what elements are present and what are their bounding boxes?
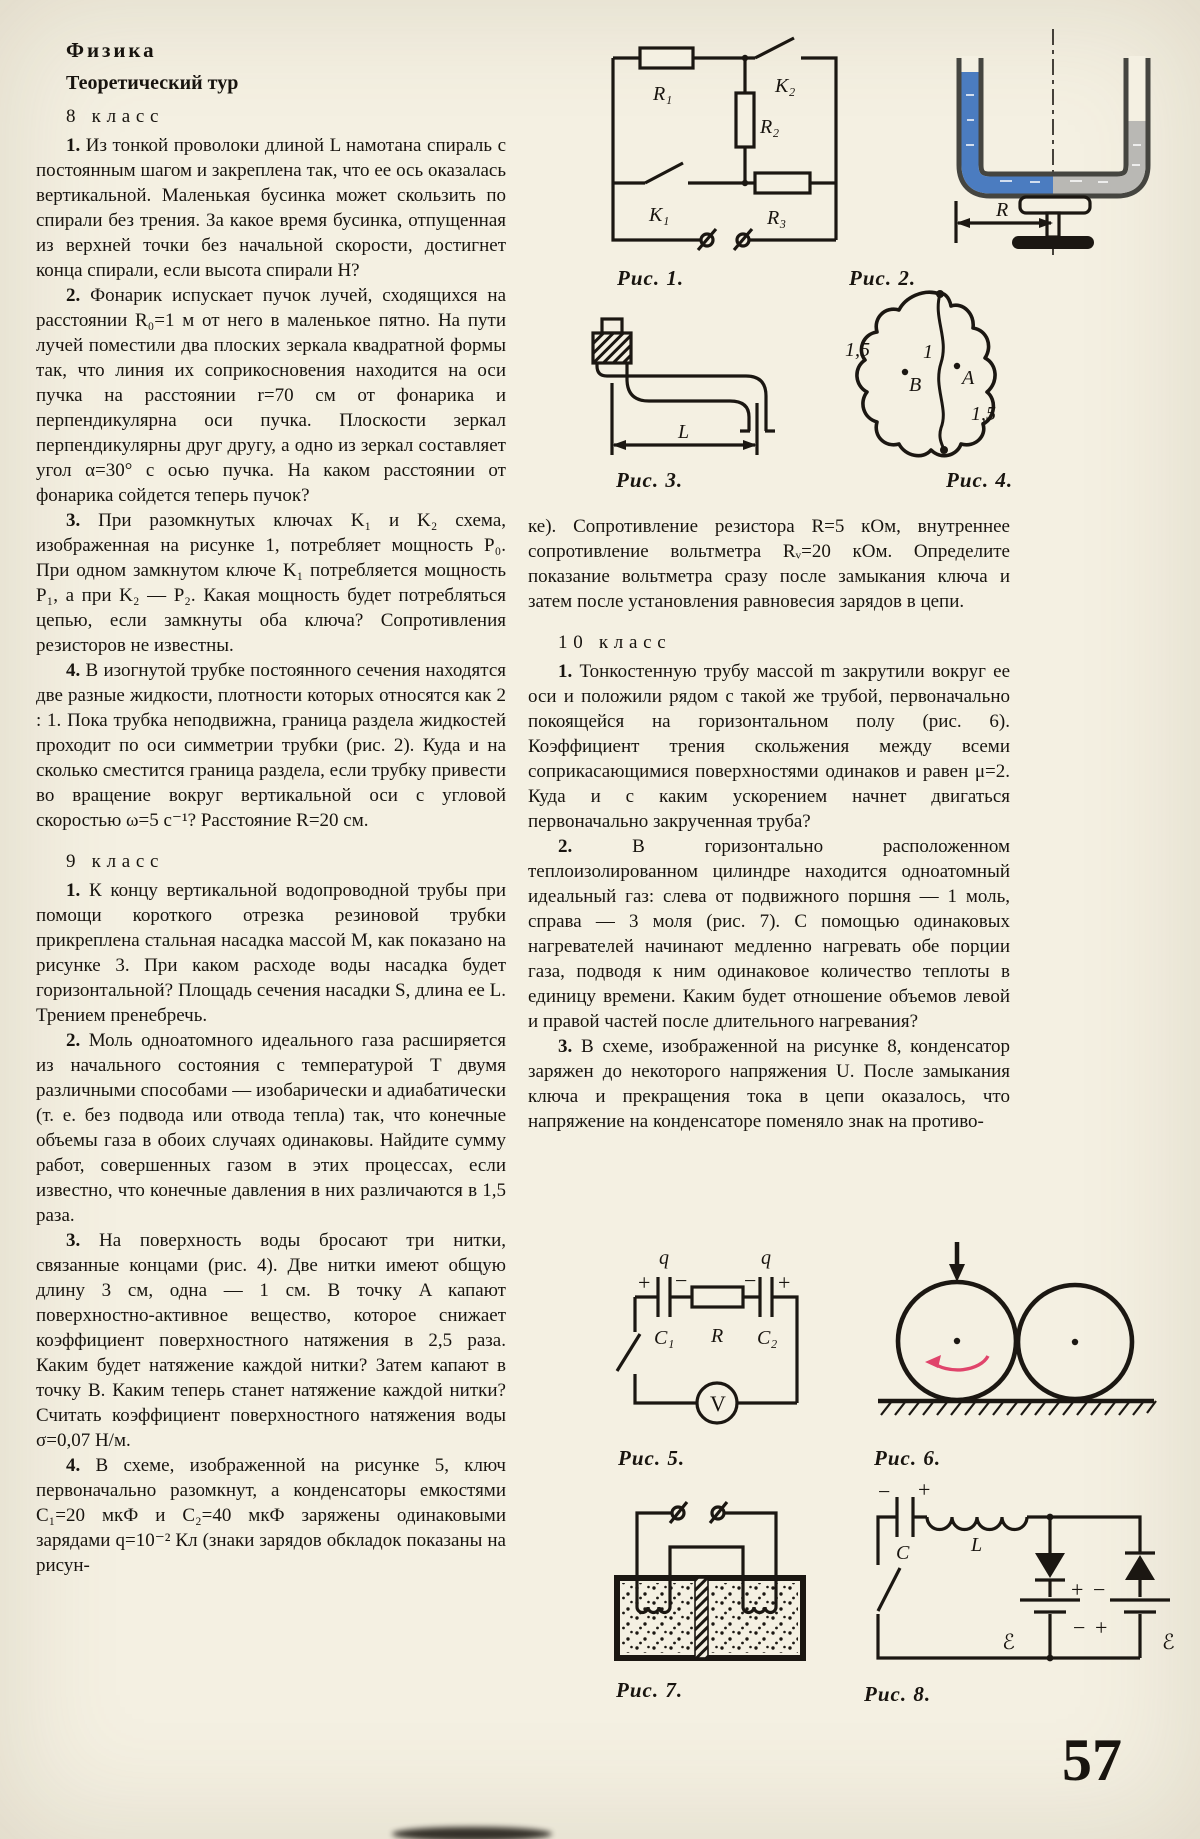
point-b-dot bbox=[902, 369, 908, 375]
figure-7-caption: Рис. 7. bbox=[616, 1678, 684, 1702]
label-emf-left: ℰ bbox=[1002, 1630, 1015, 1654]
right-gas bbox=[710, 1583, 798, 1653]
diode-up bbox=[1125, 1555, 1155, 1580]
label-k1: K₁ bbox=[649, 204, 670, 226]
right-text-column bbox=[528, 514, 1010, 1134]
label-r3: R₃ bbox=[767, 207, 787, 229]
problem-8-1 bbox=[36, 133, 506, 283]
label-middle-length: 1 bbox=[923, 341, 933, 363]
problem-number: 1. bbox=[66, 135, 81, 156]
label-r1: R₁ bbox=[653, 83, 673, 105]
problem-text: В схеме, изображенной на рисунке 8, конденсатор заряжен до некоторого напряжения U. После замыкания ключа и прекращения тока в цепи оказалось, что напряжение на конденсаторе поменяло знак на противо- bbox=[528, 1036, 1011, 1132]
label-a: A bbox=[962, 367, 975, 389]
figure-5-circuit-diagram bbox=[610, 1247, 820, 1435]
figure-6-caption: Рис. 6. bbox=[874, 1446, 942, 1470]
problem-text: Из тонкой проволоки длиной L намотана спираль с постоянным шагом и закреплена так, что ее ось оказалась вертикальной. Маленькая бусинка может скользить по спирали без трения. За какое время бусинка, отпущенная из верхней точки без начальной скорости, достигнет конца спирали, если высота спирали H? bbox=[36, 135, 507, 281]
label-l: L bbox=[971, 1534, 983, 1556]
minus-sign: − bbox=[878, 1479, 891, 1504]
voltmeter-letter: V bbox=[710, 1391, 726, 1416]
problem-text: В схеме, изображенной на рисунке 5, ключ первоначально разомкнут, а конденсаторы емкостями C₁=20 мкФ и C₂=40 мкФ заряжены одинаковыми зарядами q=10⁻² Кл (знаки зарядов обкладок показаны на рисун- bbox=[36, 1455, 506, 1576]
figure-6-tubes-diagram bbox=[870, 1238, 1160, 1418]
problem-number: 1. bbox=[558, 661, 573, 682]
figure-1-drawing bbox=[605, 30, 845, 255]
label-q2: q bbox=[761, 1247, 771, 1269]
resistor-r2 bbox=[736, 93, 754, 147]
figure-8-drawing bbox=[865, 1477, 1175, 1680]
problem-text: Моль одноатомного идеального газа расширяется из начального состояния с температурой T двумя различными способами — изобарически и адиабатически (т. е. без подвода или отвода тепла) так, что конечные объемы газа в обоих случаях одинаковы. Найдите сумму работ, совершенных газом в этих процессах, если известно, что конечные давления в них различаются в 1,5 раза. bbox=[36, 1030, 506, 1226]
figure-3-pipe-diagram bbox=[590, 295, 870, 465]
left-gas bbox=[622, 1583, 693, 1653]
page-subtitle: Теоретический тур bbox=[66, 72, 239, 94]
point-a-dot bbox=[954, 363, 960, 369]
middle-thread bbox=[938, 294, 944, 450]
problem-10-3 bbox=[528, 1034, 1010, 1134]
label-left-length: 1,5 bbox=[845, 339, 870, 361]
problem-10-1 bbox=[528, 659, 1010, 834]
page-number: 57 bbox=[1062, 1727, 1122, 1793]
figure-8-circuit-diagram bbox=[865, 1477, 1175, 1680]
minus-sign: − bbox=[675, 1268, 688, 1293]
problem-number: 1. bbox=[66, 880, 81, 901]
figure-6-drawing bbox=[870, 1238, 1160, 1418]
stand-base bbox=[1012, 236, 1094, 249]
piston-partition bbox=[695, 1578, 708, 1658]
label-emf-right: ℰ bbox=[1162, 1630, 1175, 1654]
minus-sign: − bbox=[1093, 1577, 1106, 1602]
problem-text: На поверхность воды бросают три нитки, связанные концами (рис. 4). Две нитки имеют общую длину 3 см, одна — 1 см. В точку A капают поверхностно-активное вещество, которое снижает коэффициент поверхностного натяжения в 2,5 раза. Каким будет натяжение каждой нитки? Затем капают в точку B. Каким теперь станет натяжение каждой нитки? Считать коэффициент поверхностного натяжения воды σ=0,07 Н/м. bbox=[36, 1230, 506, 1451]
problem-number: 4. bbox=[66, 1455, 81, 1476]
problem-number: 2. bbox=[66, 1030, 81, 1051]
label-c1: C₁ bbox=[654, 1327, 675, 1349]
plus-sign: + bbox=[918, 1477, 931, 1502]
page-title: Физика bbox=[66, 38, 157, 62]
problem-9-4 bbox=[36, 1453, 506, 1578]
figure-8-caption: Рис. 8. bbox=[864, 1682, 932, 1706]
left-text-column bbox=[36, 38, 506, 1578]
label-c2: C₂ bbox=[757, 1327, 778, 1349]
figure-3-caption: Рис. 3. bbox=[616, 468, 684, 492]
grade-8-heading: 8 класс bbox=[66, 106, 165, 127]
figure-1-circuit-diagram bbox=[605, 30, 845, 255]
figure-3-drawing bbox=[590, 295, 870, 465]
problem-text: При разомкнутых ключах K₁ и K₂ схема, изображенная на рисунке 1, потребляет мощность P₀. При одном замкнутом ключе K₁ потребляется мощность P₁, а при K₂ — P₂. Какая мощность будет потребляться цепью, если замкнуты оба ключа? Сопротивления резисторов не известны. bbox=[36, 510, 506, 656]
figure-4-drawing bbox=[845, 288, 1010, 463]
problem-number: 2. bbox=[66, 285, 81, 306]
grade-10-heading: 10 класс bbox=[558, 632, 672, 653]
grade-9-heading: 9 класс bbox=[66, 851, 165, 872]
problem-number: 2. bbox=[558, 836, 573, 857]
label-r: R bbox=[996, 199, 1009, 221]
label-r2: R₂ bbox=[760, 116, 780, 138]
problem-8-3 bbox=[36, 508, 506, 658]
figure-2-caption: Рис. 2. bbox=[849, 266, 917, 290]
plus-sign: + bbox=[638, 1270, 651, 1295]
outer-threads bbox=[857, 292, 995, 455]
plus-sign: + bbox=[1071, 1577, 1084, 1602]
problem-8-4 bbox=[36, 658, 506, 833]
figure-2-drawing bbox=[940, 25, 1185, 260]
plus-sign: + bbox=[1095, 1615, 1108, 1640]
figure-7-cylinder-diagram bbox=[600, 1495, 820, 1670]
figure-4-threads-diagram bbox=[845, 288, 1010, 463]
minus-sign: − bbox=[744, 1268, 757, 1293]
label-c: C bbox=[896, 1542, 910, 1564]
problem-10-2 bbox=[528, 834, 1010, 1034]
figure-4-caption: Рис. 4. bbox=[946, 468, 1014, 492]
problem-number: 4. bbox=[66, 660, 81, 681]
stand-top bbox=[1020, 197, 1090, 213]
problem-text: Тонкостенную трубу массой m закрутили вокруг ее оси и положили рядом с такой же трубой, первоначально покоящейся на горизонтальном полу (рис. 6). Коэффициент трения скольжения между всеми соприкасающимися поверхностями одинаков и равен μ=2. Куда и с каким ускорением начнет двигаться первоначально закрученная труба? bbox=[528, 661, 1011, 832]
resistor-r1 bbox=[640, 48, 693, 68]
rotation-arrow bbox=[932, 1356, 988, 1370]
resistor-r3 bbox=[755, 173, 810, 193]
problem-9-3 bbox=[36, 1228, 506, 1453]
diode-down bbox=[1035, 1553, 1065, 1578]
label-b: B bbox=[909, 374, 922, 396]
label-k2: K₂ bbox=[775, 75, 796, 97]
figure-1-caption: Рис. 1. bbox=[617, 266, 685, 290]
capacitor-c bbox=[897, 1497, 913, 1537]
figure-7-drawing bbox=[600, 1495, 820, 1670]
label-q1: q bbox=[659, 1247, 669, 1269]
problem-9-2 bbox=[36, 1028, 506, 1228]
label-right-length: 1,5 bbox=[971, 403, 996, 425]
figure-2-utube-diagram bbox=[940, 25, 1185, 260]
label-r: R bbox=[711, 1325, 724, 1347]
figure-5-drawing bbox=[610, 1247, 820, 1435]
problem-text: К концу вертикальной водопроводной трубы при помощи короткого отрезка резиновой трубки прикреплена стальная насадка массой M, как показано на рисунке 3. При каком расходе воды насадка будет горизонтальной? Площадь сечения насадки S, длина ее L. Трением пренебречь. bbox=[36, 880, 506, 1026]
problem-8-2 bbox=[36, 283, 506, 508]
inductor-l bbox=[927, 1517, 1027, 1530]
problem-9-1 bbox=[36, 878, 506, 1028]
plus-sign: + bbox=[778, 1270, 791, 1295]
problem-text: В горизонтально расположенном теплоизолированном цилиндре находится одноатомный идеальный газ: слева от подвижного поршня — 1 моль, справа — 3 моля (рис. 7). С помощью одинаковых нагревателей начинают медленно нагревать обе порции газа, подводя к ним одинаковое количество теплоты в единицу времени. Каким будет отношение объемов левой и правой частей после длительного нагревания? bbox=[528, 836, 1010, 1032]
label-l: L bbox=[678, 421, 690, 443]
problem-text: В изогнутой трубке постоянного сечения находятся две разные жидкости, плотности которых относятся как 2 : 1. Пока трубка неподвижна, граница раздела жидкостей проходит по оси симметрии трубки (рис. 2). Куда и на сколько сместится граница раздела, если трубку привести во вращение вокруг вертикальной оси с угловой скоростью ω=5 с⁻¹? Расстояние R=20 см. bbox=[36, 660, 506, 831]
problem-number: 3. bbox=[558, 1036, 573, 1057]
wall-mount-hatched bbox=[593, 333, 631, 363]
problem-number: 3. bbox=[66, 1230, 81, 1251]
figure-5-caption: Рис. 5. bbox=[618, 1446, 686, 1470]
pipe-mount-top bbox=[602, 319, 622, 333]
minus-sign: − bbox=[1073, 1615, 1086, 1640]
scan-smudge bbox=[392, 1827, 552, 1839]
problem-number: 3. bbox=[66, 510, 81, 531]
problem-text: Фонарик испускает пучок лучей, сходящихся на расстоянии R₀=1 м от него в маленькое пятно. На пути лучей поместили два плоских зеркала квадратной формы так, что линия их соприкосновения находится на оси пучка на расстоянии r=70 см от фонарика и перпендикулярна оси пучка. Плоскости зеркал перпендикулярны друг другу, а одно из зеркал составляет угол α=30° с осью пучка. На каком расстоянии от фонарика сойдется теперь пучок? bbox=[36, 285, 506, 506]
stand-stem bbox=[1047, 213, 1059, 237]
resistor-r bbox=[692, 1287, 743, 1307]
problem-9-4-continuation: ке). Сопротивление резистора R=5 кОм, внутреннее сопротивление вольтметра Rᵥ=20 кОм. Определите показание вольтметра сразу после замыкания ключа и затем после установления равновесия зарядов в цепи. bbox=[528, 516, 1010, 612]
